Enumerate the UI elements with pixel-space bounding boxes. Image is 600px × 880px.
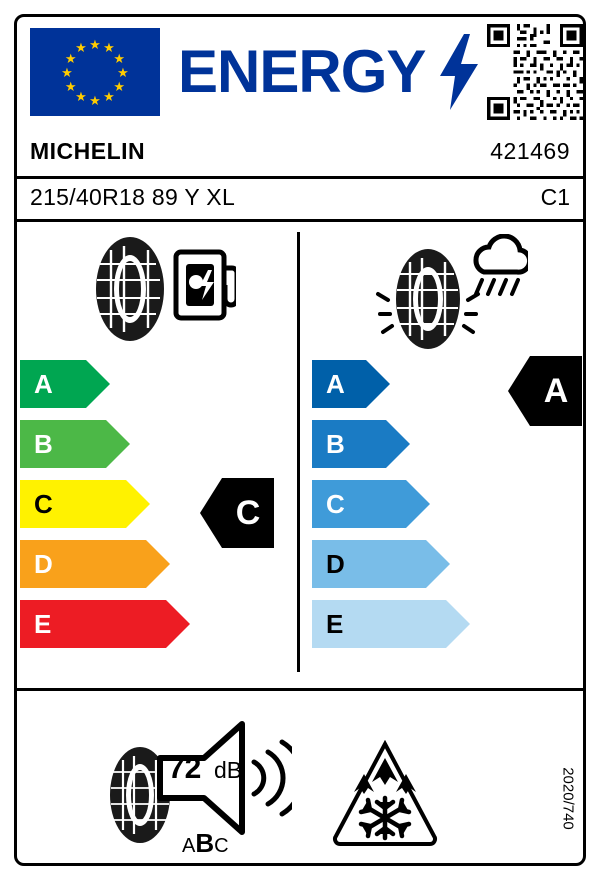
wet-grade-letter-B: B (326, 429, 345, 459)
wet-grade-bar-B (312, 420, 386, 468)
noise-class-B: B (195, 828, 215, 858)
noise-class-scale (182, 828, 229, 859)
eu-star: ★ (64, 50, 77, 66)
wet-grade-bar-D (312, 540, 426, 588)
noise-unit: dB (214, 757, 243, 783)
fuel-selected-grade: C (235, 494, 261, 532)
fuel-grade-bar-C (20, 480, 126, 528)
divider-bottom (17, 688, 583, 691)
fuel-grade-bar-E (20, 600, 166, 648)
eu-star: ★ (89, 36, 101, 52)
wet-grade-letter-C: C (326, 489, 345, 519)
grade-arrow (106, 420, 130, 468)
grade-arrow (426, 540, 450, 588)
wet-selected-grade: A (543, 372, 569, 410)
tyre-class: C1 (540, 184, 570, 210)
regulation-code-text: 2020/740 (559, 767, 577, 830)
fuel-grade-letter-C: C (34, 489, 53, 519)
tyre-size: 215/40R18 89 Y XL (30, 184, 236, 210)
wet-grade-letter-D: D (326, 549, 345, 579)
fuel-grade-bar-D (20, 540, 146, 588)
fuel-grade-letter-E: E (34, 609, 52, 639)
grade-arrow (386, 420, 410, 468)
sku-number: 421469 (490, 138, 570, 164)
noise-value: 72 (168, 752, 202, 785)
fuel-grade-bar-B (20, 420, 106, 468)
energy-title: ENERGY (178, 38, 426, 105)
grade-arrow (166, 600, 190, 648)
noise-class-A: A (182, 835, 196, 857)
eu-flag-icon (30, 28, 160, 116)
tyre-fuel-pump-icon (78, 234, 236, 344)
lightning-bolt-icon (440, 34, 478, 110)
wet-grade-bar-E (312, 600, 446, 648)
eu-star: ★ (75, 40, 87, 56)
divider-top (17, 176, 583, 179)
wet-grade-letter-A: A (326, 369, 345, 399)
fuel-selected-pointer (200, 478, 274, 548)
eu-star: ★ (64, 78, 77, 94)
fuel-grade-letter-B: B (34, 429, 53, 459)
fuel-grade-letter-D: D (34, 549, 53, 579)
regulation-code (558, 740, 578, 860)
vertical-divider (297, 232, 300, 672)
three-peak-mountain-snowflake-icon (330, 740, 440, 852)
fuel-grade-letter-A: A (34, 369, 53, 399)
fuel-grade-bar-A (20, 360, 86, 408)
grade-arrow (86, 360, 110, 408)
eu-star: ★ (89, 92, 101, 108)
wet-grade-bar-C (312, 480, 406, 528)
brand-name: MICHELIN (30, 138, 146, 164)
eu-star: ★ (117, 64, 129, 80)
eu-star: ★ (113, 50, 126, 66)
eu-star: ★ (75, 88, 87, 104)
wet-grade-bar-A (312, 360, 366, 408)
grade-arrow (126, 480, 150, 528)
tyre-rain-cloud-icon (370, 234, 528, 354)
divider-second (17, 219, 583, 222)
eu-star: ★ (113, 78, 126, 94)
grade-arrow (406, 480, 430, 528)
grade-arrow (366, 360, 390, 408)
eu-star: ★ (103, 40, 115, 56)
grade-arrow (446, 600, 470, 648)
noise-class-C: C (214, 835, 229, 857)
qr-code-icon (487, 24, 583, 120)
eu-star: ★ (61, 64, 73, 80)
eu-star: ★ (103, 88, 115, 104)
grade-arrow (146, 540, 170, 588)
wet-selected-pointer (508, 356, 582, 426)
wet-grade-letter-E: E (326, 609, 344, 639)
